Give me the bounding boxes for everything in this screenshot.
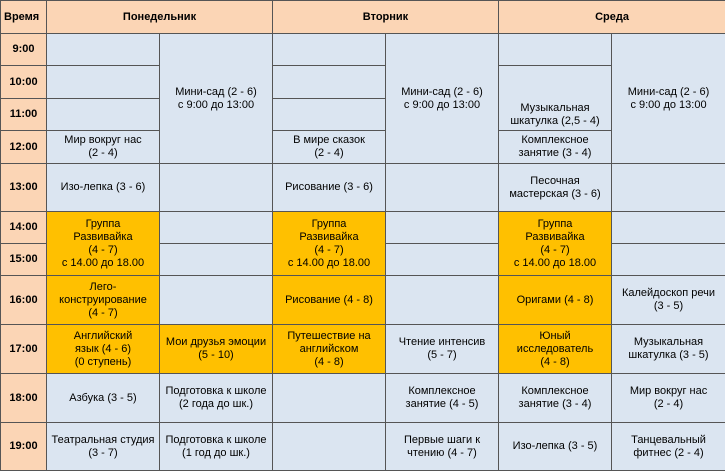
time-cell: 18:00 bbox=[1, 374, 47, 423]
tuesday-skazki: В мире сказок (2 - 4) bbox=[273, 131, 386, 164]
empty-cell bbox=[386, 276, 499, 325]
wednesday-sand: Песочная мастерская (3 - 6) bbox=[499, 164, 612, 212]
wednesday-mir-vokrug: Мир вокруг нас (2 - 4) bbox=[612, 374, 725, 423]
wednesday-mini-sad: Мини-сад (2 - 6) с 9:00 до 13:00 bbox=[612, 34, 725, 164]
table-row bbox=[1, 164, 725, 212]
monday-school-2: Подготовка к школе (2 года до шк.) bbox=[160, 374, 273, 423]
table-row bbox=[1, 374, 725, 423]
empty-cell bbox=[273, 99, 386, 131]
wednesday-kaleidoscope: Калейдоскоп речи (3 - 5) bbox=[612, 276, 725, 325]
time-cell: 15:00 bbox=[1, 244, 47, 276]
monday-gruppa: Группа Развивайка (4 - 7) с 14.00 до 18.00 bbox=[47, 212, 160, 276]
table-row bbox=[1, 423, 725, 471]
tuesday-travel-english: Путешествие на английском (4 - 8) bbox=[273, 325, 386, 374]
time-cell: 14:00 bbox=[1, 212, 47, 244]
empty-cell bbox=[47, 66, 160, 99]
empty-cell bbox=[273, 374, 386, 423]
tuesday-risovanie: Рисование (3 - 6) bbox=[273, 164, 386, 212]
wednesday-dance: Танцевальный фитнес (2 - 4) bbox=[612, 423, 725, 471]
time-cell: 9:00 bbox=[1, 34, 47, 66]
time-cell: 17:00 bbox=[1, 325, 47, 374]
empty-cell bbox=[47, 99, 160, 131]
empty-cell bbox=[612, 164, 725, 212]
empty-cell bbox=[273, 66, 386, 99]
wednesday-complex: Комплексное занятие (3 - 4) bbox=[499, 131, 612, 164]
monday-school-1: Подготовка к школе (1 год до шк.) bbox=[160, 423, 273, 471]
monday-lego: Лего- конструирование (4 - 7) bbox=[47, 276, 160, 325]
monday-mini-sad: Мини-сад (2 - 6) с 9:00 до 13:00 bbox=[160, 34, 273, 164]
monday-header: Понедельник bbox=[47, 1, 273, 34]
tuesday-mini-sad: Мини-сад (2 - 6) с 9:00 до 13:00 bbox=[386, 34, 499, 164]
table-row bbox=[1, 34, 725, 66]
monday-theatre: Театральная студия (3 - 7) bbox=[47, 423, 160, 471]
time-cell: 12:00 bbox=[1, 131, 47, 164]
time-cell: 13:00 bbox=[1, 164, 47, 212]
monday-azbuka: Азбука (3 - 5) bbox=[47, 374, 160, 423]
table-row bbox=[1, 212, 725, 244]
empty-cell bbox=[273, 34, 386, 66]
time-cell: 11:00 bbox=[1, 99, 47, 131]
wednesday-complex-2: Комплексное занятие (3 - 4) bbox=[499, 374, 612, 423]
empty-cell bbox=[160, 244, 273, 276]
empty-cell bbox=[612, 212, 725, 244]
empty-cell bbox=[499, 34, 612, 66]
tuesday-reading: Чтение интенсив (5 - 7) bbox=[386, 325, 499, 374]
monday-izo-lepka: Изо-лепка (3 - 6) bbox=[47, 164, 160, 212]
wednesday-izo-lepka: Изо-лепка (3 - 5) bbox=[499, 423, 612, 471]
time-column-header: Время bbox=[1, 1, 47, 34]
wednesday-music-box-2: Музыкальная шкатулка (3 - 5) bbox=[612, 325, 725, 374]
empty-cell bbox=[47, 34, 160, 66]
empty-cell bbox=[386, 212, 499, 244]
table-row bbox=[1, 325, 725, 374]
empty-cell bbox=[386, 164, 499, 212]
wednesday-music-box: Музыкальная шкатулка (2,5 - 4) bbox=[499, 66, 612, 131]
empty-cell bbox=[273, 423, 386, 471]
table-row bbox=[1, 276, 725, 325]
empty-cell bbox=[160, 276, 273, 325]
wednesday-gruppa: Группа Развивайка (4 - 7) с 14.00 до 18.00 bbox=[499, 212, 612, 276]
tuesday-first-steps: Первые шаги к чтению (4 - 7) bbox=[386, 423, 499, 471]
time-cell: 10:00 bbox=[1, 66, 47, 99]
tuesday-risovanie-4-8: Рисование (4 - 8) bbox=[273, 276, 386, 325]
tuesday-gruppa: Группа Развивайка (4 - 7) с 14.00 до 18.00 bbox=[273, 212, 386, 276]
monday-emotions: Мои друзья эмоции (5 - 10) bbox=[160, 325, 273, 374]
wednesday-header: Среда bbox=[499, 1, 725, 34]
empty-cell bbox=[160, 212, 273, 244]
tuesday-header: Вторник bbox=[273, 1, 499, 34]
wednesday-researcher: Юный исследователь (4 - 8) bbox=[499, 325, 612, 374]
time-cell: 19:00 bbox=[1, 423, 47, 471]
header-row bbox=[1, 1, 725, 34]
time-cell: 16:00 bbox=[1, 276, 47, 325]
monday-english: Английский язык (4 - 6) (0 ступень) bbox=[47, 325, 160, 374]
wednesday-origami: Оригами (4 - 8) bbox=[499, 276, 612, 325]
empty-cell bbox=[386, 244, 499, 276]
tuesday-complex: Комплексное занятие (4 - 5) bbox=[386, 374, 499, 423]
monday-mir-vokrug: Мир вокруг нас (2 - 4) bbox=[47, 131, 160, 164]
empty-cell bbox=[160, 164, 273, 212]
empty-cell bbox=[612, 244, 725, 276]
